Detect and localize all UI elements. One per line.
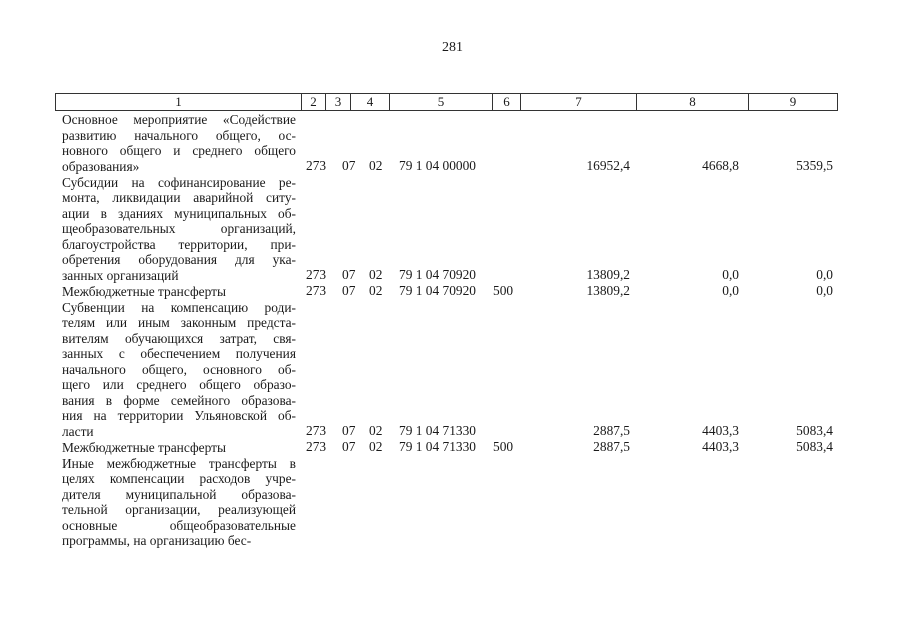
description-line: щего или среднего общего образо- [62,377,296,392]
amount-col-9: 5083,4 [796,438,833,454]
page-number: 281 [442,40,463,55]
section-code: 07 [342,157,356,173]
description-line: благоустройства территории, при- [62,236,296,252]
description-line: ния на территории Ульяновской об- [62,408,296,423]
table-row [0,439,905,455]
header-col-2: 2 [302,94,326,110]
description-line: Субвенции на компенсацию роди- [62,299,296,315]
amount-col-7: 13809,2 [586,282,630,298]
description-line: новного общего и среднего общего [62,143,296,158]
amount-col-7: 2887,5 [593,422,630,438]
amount-col-7: 2887,5 [593,438,630,454]
description-line: Межбюджетные трансферты [62,283,226,299]
amount-col-8: 4403,3 [702,422,739,438]
ministry-code: 273 [306,157,327,173]
amount-col-8: 4668,8 [702,157,739,173]
description-line: Иные межбюджетные трансферты в [62,455,296,471]
target-article-code: 79 1 04 71330 [399,422,476,438]
description-line: монта, ликвидации аварийной ситу- [62,190,296,205]
description-line: программы, на организацию бес- [62,533,252,548]
expense-type-code: 500 [493,282,514,298]
section-code: 07 [342,266,356,282]
header-col-6: 6 [493,94,521,110]
target-article-code: 79 1 04 00000 [399,157,476,173]
description-line: занных с обеспечением получения [62,346,296,361]
target-article-code: 79 1 04 70920 [399,282,476,298]
target-article-code: 79 1 04 71330 [399,438,476,454]
description-line: Межбюджетные трансферты [62,439,226,455]
target-article-code: 79 1 04 70920 [399,266,476,282]
subsection-code: 02 [369,422,383,438]
amount-col-9: 5359,5 [796,157,833,173]
section-code: 07 [342,438,356,454]
amount-col-8: 4403,3 [702,438,739,454]
description-line: телям или иным законным предста- [62,315,296,330]
section-code: 07 [342,282,356,298]
description-line: щеобразовательных организаций, [62,221,296,236]
amount-col-9: 5083,4 [796,422,833,438]
description-line: Субсидии на софинансирование ре- [62,174,296,190]
section-code: 07 [342,422,356,438]
description-line: Основное мероприятие «Содействие [62,112,296,127]
table-header-row [55,93,838,111]
ministry-code: 273 [306,422,327,438]
description-line: образования» [62,158,140,174]
amount-col-8: 0,0 [722,266,739,282]
header-col-9: 9 [789,94,797,109]
expense-type-code: 500 [493,438,514,454]
description-line: развитию начального общего, ос- [62,127,296,143]
ministry-code: 273 [306,266,327,282]
header-col-8: 8 [637,94,749,110]
description-line: обретения оборудования для ука- [62,252,296,267]
description-line: целях компенсации расходов учре- [62,471,296,486]
amount-col-7: 13809,2 [586,266,630,282]
table-row [0,423,905,439]
row-description [62,300,296,440]
header-col-7: 7 [521,94,637,110]
ministry-code: 273 [306,282,327,298]
subsection-code: 02 [369,157,383,173]
ministry-code: 273 [306,438,327,454]
table-row [0,158,905,174]
table-row [0,283,905,299]
subsection-code: 02 [369,266,383,282]
amount-col-9: 0,0 [816,266,833,282]
header-col-4: 4 [351,94,390,110]
description-line: ласти [62,423,94,439]
subsection-code: 02 [369,438,383,454]
description-line: вания в форме семейного образова- [62,392,296,408]
header-col-1: 1 [56,94,302,110]
amount-col-9: 0,0 [816,282,833,298]
description-line: вителям обучающихся затрат, свя- [62,330,296,346]
description-line: дителя муниципальной образова- [62,486,296,502]
description-line: тельной организации, реализующей [62,502,296,517]
description-line: основные общеобразовательные [62,517,296,533]
amount-col-7: 16952,4 [586,157,630,173]
description-line: занных организаций [62,267,179,283]
description-line: начального общего, основного об- [62,361,296,377]
subsection-code: 02 [369,282,383,298]
amount-col-8: 0,0 [722,282,739,298]
table-row [0,267,905,283]
header-col-3: 3 [326,94,351,110]
header-col-5: 5 [390,94,493,110]
description-line: ации в зданиях муниципальных об- [62,205,296,221]
table-row [0,532,905,548]
